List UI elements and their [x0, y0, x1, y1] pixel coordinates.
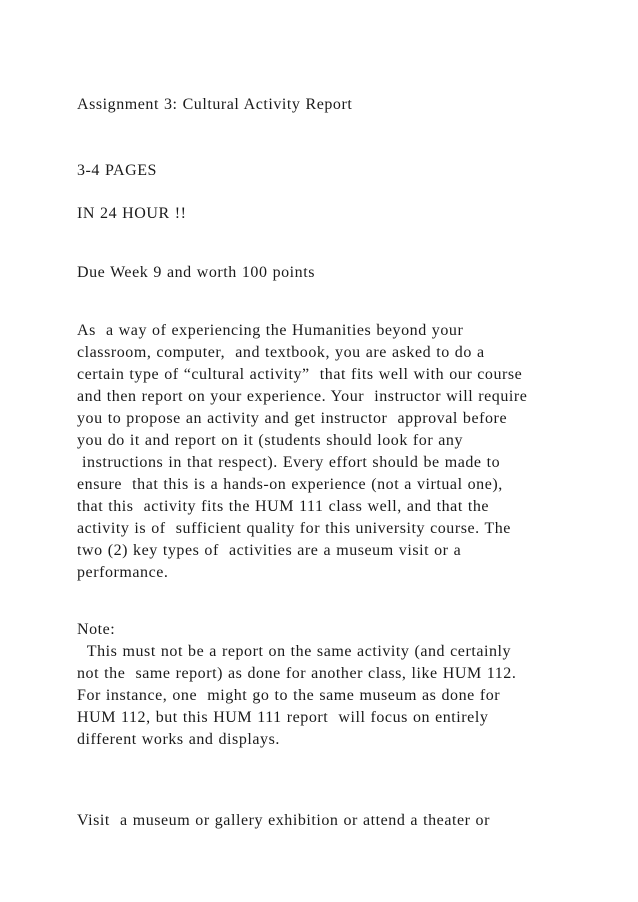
intro-line: two (2) key types of activities are a museum visit or a [77, 542, 462, 559]
intro-line: you to propose an activity and get instructor approval before [77, 410, 508, 427]
note-line: For instance, one might go to the same museum as done for [77, 687, 501, 704]
note-line: This must not be a report on the same activity (and certainly [77, 643, 512, 660]
note-line: not the same report) as done for another class, like HUM 112. [77, 665, 517, 682]
intro-line: instructions in that respect). Every effort should be made to [77, 454, 501, 471]
note-label: Note: [77, 621, 116, 638]
intro-line: and then report on your experience. Your instructor will require [77, 388, 528, 405]
note-line: HUM 112, but this HUM 111 report will focus on entirely [77, 709, 489, 726]
intro-line: ensure that this is a hands-on experience (not a virtual one), [77, 476, 503, 493]
intro-line: classroom, computer, and textbook, you are asked to do a [77, 344, 485, 361]
intro-line: you do it and report on it (students should look for any [77, 432, 464, 449]
visit-line: Visit a museum or gallery exhibition or attend a theater or [77, 812, 490, 829]
note-line: different works and displays. [77, 731, 280, 748]
intro-line: As a way of experiencing the Humanities beyond your [77, 322, 464, 339]
intro-line: performance. [77, 564, 169, 581]
intro-line: certain type of “cultural activity” that fits well with our course [77, 366, 523, 383]
deadline-note: IN 24 HOUR !! [77, 205, 187, 222]
intro-line: activity is of sufficient quality for this university course. The [77, 520, 511, 537]
due-date: Due Week 9 and worth 100 points [77, 264, 315, 281]
document-title: Assignment 3: Cultural Activity Report [77, 96, 353, 113]
page-count: 3-4 PAGES [77, 162, 157, 179]
intro-line: that this activity fits the HUM 111 class well, and that the [77, 498, 490, 515]
